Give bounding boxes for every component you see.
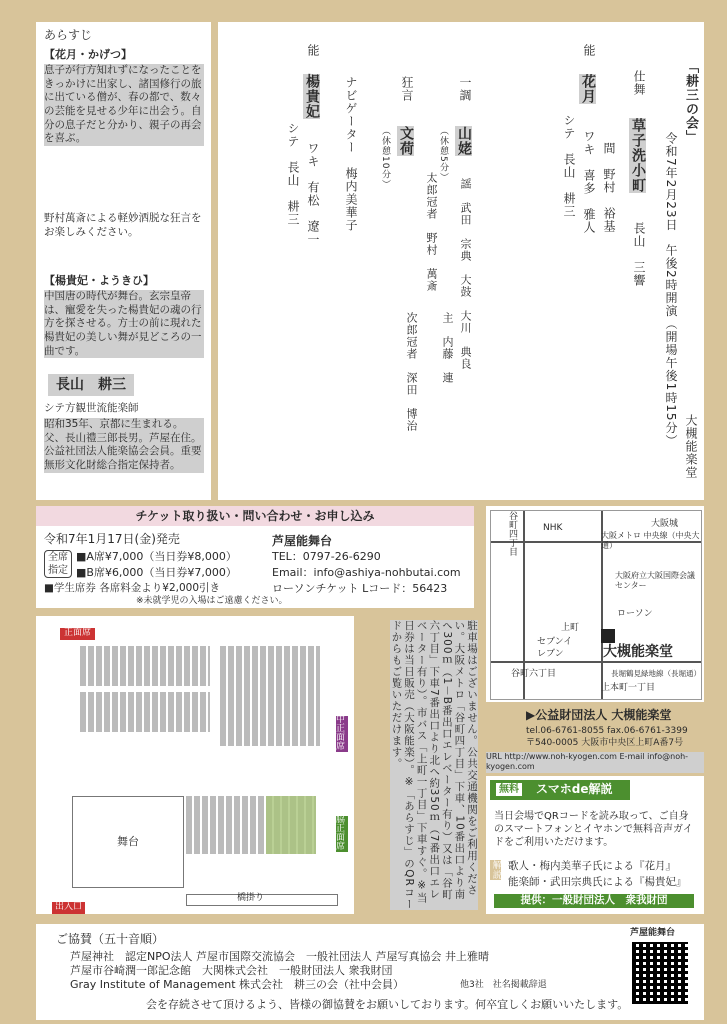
- map-label-tanimachi4: 谷町四丁目: [509, 512, 519, 558]
- hanagatami-title: 【花月・かげつ】: [44, 48, 132, 61]
- ticket-note: ※未就学児の入場はご遠慮ください。: [136, 596, 288, 606]
- map-label-seven: セブンイレブン: [537, 637, 573, 659]
- kyogen-role-3: 次郎冠者 深田 博治: [405, 312, 418, 432]
- qr-label: 芦屋能舞台: [630, 928, 676, 938]
- stage-label: 舞台: [117, 835, 139, 848]
- performer-name: 長山 耕三: [48, 374, 134, 396]
- directions: [362, 616, 478, 914]
- noh2-label: 能: [306, 44, 320, 57]
- stage: [72, 796, 184, 888]
- map-label-uemachi: 上町: [561, 623, 580, 633]
- seat-block-front-1: [80, 646, 210, 686]
- noh1-role-3: 間 野村 裕基: [602, 142, 616, 233]
- map-label-lawson: ローソン: [617, 609, 653, 619]
- audio-guide: [486, 776, 704, 914]
- seat-type-badge: 全席指定: [44, 550, 72, 578]
- audio-badge: 無料: [496, 783, 522, 796]
- seat-label-shomen: 正面席: [60, 628, 95, 640]
- contact-name: 芦屋能舞台: [272, 534, 333, 548]
- ichicho-performers: 謡 武田 宗典 大鼓 大川 典良: [459, 178, 472, 370]
- kyogen-role-1: 太郎冠者 野村 萬斎: [425, 172, 438, 292]
- kyogen-label: 狂言: [400, 76, 414, 102]
- noh1-role-1: シテ 長山 耕三: [562, 114, 576, 218]
- noh1-title: 花月: [580, 74, 596, 104]
- price-a: ■A席¥7,000（当日券¥8,000）: [76, 550, 237, 563]
- map-label-osakajo: 大阪城: [651, 519, 679, 529]
- shimai-label: 仕舞: [632, 70, 646, 96]
- noh2-role-1: シテ 長山 耕三: [286, 122, 300, 226]
- noh2-title: 楊貴妃: [304, 74, 320, 119]
- seat-block-center: [220, 646, 320, 746]
- noh1-role-2: ワキ 喜多 雅人: [582, 130, 596, 234]
- performer-bio: 昭和35年、京都に生まれる。父、長山禮三郎長男。芦屋在住。公益社団法人能楽協会会員。重要無形文化財総合指定保持者。: [44, 418, 204, 473]
- hall-url[interactable]: URL http://www.noh-kyogen.com E-mail info@noh-kyogen.com: [486, 752, 704, 773]
- noh1-label: 能: [582, 44, 596, 57]
- seat-block-front-2: [80, 692, 210, 732]
- map-label-chuo-line: 大阪メトロ 中央線（中央大通）: [601, 531, 700, 551]
- hall-address: 〒540-0005 大阪市中央区上町A番7号: [526, 738, 684, 748]
- series-title: 「耕三の会」: [683, 60, 698, 144]
- event-venue: 大槻能楽堂: [684, 414, 698, 479]
- sponsors-extra: 他3社 社名掲載辞退: [460, 980, 547, 990]
- program-panel: [218, 22, 704, 500]
- interval-2: （休憩10分）: [380, 126, 390, 190]
- audio-guide-2: 能楽師・武田宗典氏による『楊貴妃』: [508, 876, 687, 888]
- audio-side-label: 解説: [490, 860, 501, 880]
- kyogen-title: 文荷: [398, 126, 414, 156]
- sponsors-panel: [36, 924, 704, 1020]
- performer-title: シテ方観世流能楽師: [44, 402, 139, 414]
- shimai-title: 草子洗小町: [630, 118, 646, 193]
- map-label-hall: 大槻能楽堂: [603, 644, 673, 660]
- ichicho-label: 一調: [458, 76, 472, 102]
- synopsis-heading: あらすじ: [44, 28, 93, 42]
- hall-info: [486, 706, 704, 770]
- yokihi-text: 中国唐の時代が舞台。玄宗皇帝は、寵愛を失った楊貴妃の魂の行方を探させる。方士の前に現れた楊貴妃の美しい舞が見どころの一曲です。: [44, 290, 204, 358]
- directions-text: 駐車場はございません。公共交通機関をご利用ください。大阪メトロ「谷町四丁目」下車、10番出口より南へ300ｍ（1－B番出口エレベーター有り）又は「谷町六丁目」下車7番出口より北へ約350ｍ（7番出口エレベーター有り）。市バス「上町一丁目」下車すぐ。※当日券は当日販売（大阪能楽）。※「あらすじ」のQRコードからもご覧いただけます。: [390, 620, 478, 910]
- synopsis-panel: [36, 22, 211, 500]
- bridge-label: 橋掛り: [237, 893, 265, 903]
- sale-date: 令和7年1月17日(金)発売: [44, 532, 180, 546]
- ichicho-title: 山姥: [456, 126, 472, 156]
- access-map: [486, 506, 704, 702]
- lawson-code: ローソンチケット Lコード：56423: [272, 582, 448, 595]
- seat-block-b: [266, 796, 316, 854]
- ticket-panel: [36, 506, 474, 608]
- event-date: 令和7年2月23日: [664, 132, 678, 232]
- noh2-role-2: ワキ 有松 遼一: [306, 142, 320, 246]
- qr-code[interactable]: [632, 942, 688, 1004]
- navigator: ナビゲーター 梅内美華子: [344, 76, 358, 232]
- yokihi-title: 【楊貴妃・ようきひ】: [44, 274, 154, 287]
- seat-label-nakashomen: 中正面席: [336, 716, 348, 752]
- sponsors-line-2: 芦屋市谷崎潤一郎記念館 大関株式会社 一般財団法人 衆我財団: [70, 964, 393, 977]
- bridge: [186, 894, 338, 906]
- sponsors-footer: 会を存続させて頂けるよう、皆様の御協賛をお願いしております。何卒宜しくお願いいたします。: [146, 998, 629, 1011]
- interval-1: （休憩5分）: [438, 126, 448, 183]
- map-label-tanimachi6: 谷町六丁目: [511, 669, 557, 679]
- contact-email[interactable]: Email：info@ashiya-nohbutai.com: [272, 566, 461, 579]
- hall-marker: [601, 629, 615, 643]
- event-time: 午後2時開演（開場午後1時15分）: [664, 244, 678, 448]
- seat-map: [36, 616, 354, 914]
- sponsors-heading: ご協賛（五十音順）: [56, 932, 165, 946]
- shimai-performer: 長山 三響: [632, 222, 646, 287]
- price-student: ■学生席券 各席料金より¥2,000引き: [44, 582, 220, 594]
- map-label-nagahori: 長堀鶴見緑地線（長堀通）: [611, 669, 701, 678]
- hall-tel: tel.06-6761-8055 fax.06-6761-3399: [526, 726, 688, 736]
- ticket-header: チケット取り扱い・問い合わせ・お申し込み: [36, 506, 474, 526]
- audio-provider: 提供：一般財団法人 衆我財団: [494, 894, 694, 908]
- sponsors-line-3: Gray Institute of Management 株式会社 耕三の会（社中会員）: [70, 978, 405, 991]
- hall-org: ▶公益財団法人 大槻能楽堂: [526, 708, 672, 722]
- seat-label-wakishomen: 脇正面席: [336, 816, 348, 852]
- contact-tel: TEL：0797-26-6290: [272, 550, 381, 563]
- audio-desc: 当日会場でQRコードを読み取って、ご自身のスマートフォンとイヤホンで無料音声ガイドをご利用いただけます。: [494, 811, 693, 848]
- kyogen-role-2: 主 内藤 連: [441, 312, 454, 384]
- hanagatami-text: 息子が行方知れずになったことをきっかけに出家し、諸国修行の旅に出ている僧が、春の都で、数々の芸能を見せる少年に出会う。自分の息子だと分かり、親子の再会を喜ぶ。: [44, 64, 204, 146]
- audio-title: スマホde解説: [536, 782, 613, 796]
- map-label-conference: 大阪府立大阪国際会議センター: [615, 571, 695, 591]
- exit-label: 出入口: [52, 902, 85, 914]
- audio-guide-1: 歌人・梅内美華子氏による『花月』: [508, 860, 676, 872]
- kyogen-note: 野村萬斎による軽妙洒脱な狂言をお楽しみください。: [44, 212, 202, 238]
- price-b: ■B席¥6,000（当日券¥7,000）: [76, 566, 237, 579]
- map-label-uehonmachi: 上本町一丁目: [601, 683, 656, 693]
- sponsors-line-1: 芦屋神社 認定NPO法人 芦屋市国際交流協会 一般社団法人 芦屋写真協会 井上雅晴: [70, 950, 490, 963]
- map-label-nhk: NHK: [543, 523, 563, 533]
